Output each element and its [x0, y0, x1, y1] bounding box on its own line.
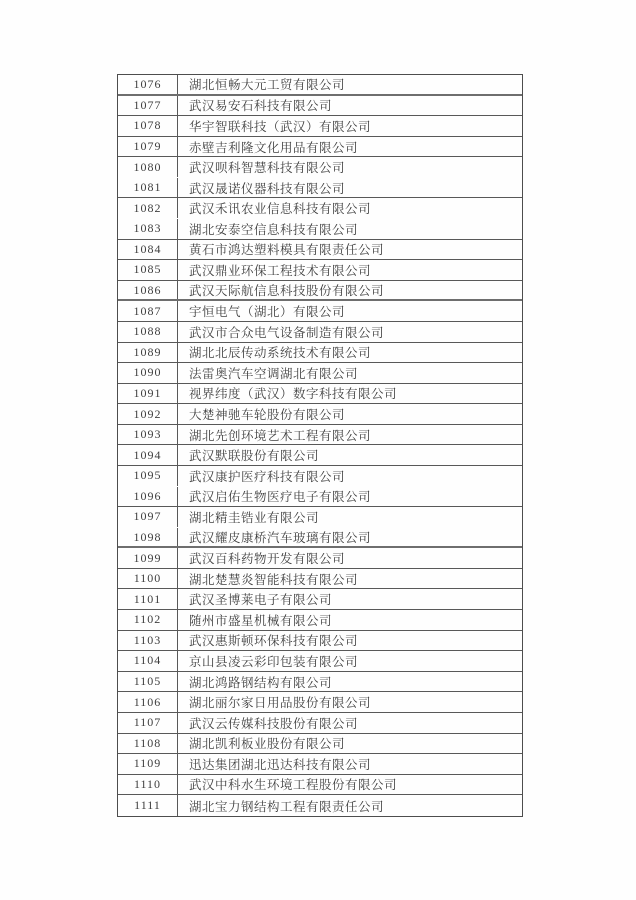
company-name-cell: 武汉启佑生物医疗电子有限公司 [189, 490, 372, 505]
table-row [118, 178, 522, 199]
company-name-cell: 华宇智联科技（武汉）有限公司 [189, 119, 372, 134]
company-name-cell: 黄石市鸿达塑料模具有限责任公司 [189, 243, 385, 258]
company-name-cell: 迅达集团湖北迅达科技有限公司 [189, 757, 372, 772]
company-name-cell: 武汉易安石科技有限公司 [189, 99, 333, 114]
table-row [118, 507, 522, 528]
row-index-cell: 1098 [118, 528, 178, 547]
table-row [118, 692, 522, 713]
row-index-cell: 1102 [118, 610, 178, 630]
company-name-cell: 武汉康护医疗科技有限公司 [189, 469, 346, 484]
table-row [118, 384, 522, 405]
row-index-cell: 1105 [118, 672, 178, 692]
row-index-cell: 1090 [118, 363, 178, 383]
row-index-cell: 1104 [118, 651, 178, 671]
company-name-cell: 湖北凯利板业股份有限公司 [189, 737, 346, 752]
table-row [118, 734, 522, 755]
row-index-cell: 1107 [118, 713, 178, 733]
row-index-cell: 1085 [118, 260, 178, 280]
company-name-cell: 湖北鸿路钢结构有限公司 [189, 675, 333, 690]
company-name-cell: 随州市盛星机械有限公司 [189, 613, 333, 628]
table-row [118, 569, 522, 590]
table-row [118, 301, 522, 322]
row-index-cell: 1082 [118, 198, 178, 218]
table-row [118, 281, 522, 302]
company-name-cell: 视界纬度（武汉）数字科技有限公司 [189, 387, 398, 402]
company-name-cell: 武汉云传媒科技股份有限公司 [189, 716, 359, 731]
row-index-cell: 1094 [118, 445, 178, 465]
table-row [118, 116, 522, 137]
company-name-cell: 武汉鼎业环保工程技术有限公司 [189, 263, 372, 278]
company-name-cell: 武汉晟诺仪器科技有限公司 [189, 181, 346, 196]
row-index-cell: 1101 [118, 589, 178, 609]
table-row [118, 75, 522, 96]
company-name-cell: 武汉耀皮康桥汽车玻璃有限公司 [189, 531, 372, 545]
company-name-cell: 武汉百科药物开发有限公司 [189, 552, 346, 567]
company-name-cell: 湖北恒畅大元工贸有限公司 [189, 78, 346, 93]
company-name-cell: 武汉惠斯顿环保科技有限公司 [189, 634, 359, 649]
table-row [118, 137, 522, 158]
company-name-cell: 武汉市合众电气设备制造有限公司 [189, 325, 385, 340]
table-row [118, 198, 522, 219]
table-row [118, 610, 522, 631]
company-name-cell: 京山县凌云彩印包装有限公司 [189, 654, 359, 669]
company-name-cell: 湖北楚慧炎智能科技有限公司 [189, 572, 359, 587]
table-row [118, 219, 522, 240]
row-index-cell: 1078 [118, 116, 178, 136]
row-index-cell: 1080 [118, 157, 178, 177]
row-index-cell: 1081 [118, 178, 178, 198]
company-name-cell: 武汉默联股份有限公司 [189, 449, 320, 464]
table-row [118, 404, 522, 425]
company-name-cell: 法雷奥汽车空调湖北有限公司 [189, 366, 359, 381]
row-index-cell: 1086 [118, 281, 178, 300]
table-row [118, 322, 522, 343]
company-name-cell: 武汉中科水生环境工程股份有限公司 [189, 778, 398, 793]
row-index-cell: 1110 [118, 775, 178, 795]
row-index-cell: 1109 [118, 754, 178, 774]
company-name-cell: 湖北安泰空信息科技有限公司 [189, 222, 359, 237]
table-row [118, 651, 522, 672]
table-row [118, 343, 522, 364]
company-name-cell: 湖北宝力钢结构工程有限责任公司 [189, 799, 385, 814]
row-index-cell: 1083 [118, 219, 178, 239]
table-row [118, 548, 522, 569]
table-row [118, 775, 522, 796]
table-row [118, 466, 522, 487]
company-name-cell: 武汉圣博莱电子有限公司 [189, 593, 333, 608]
table-row [118, 754, 522, 775]
company-name-cell: 宇恒电气（湖北）有限公司 [189, 305, 346, 320]
company-table [117, 74, 523, 817]
table-row [118, 157, 522, 178]
row-index-cell: 1096 [118, 487, 178, 507]
row-index-cell: 1111 [118, 795, 178, 816]
table-row [118, 795, 522, 816]
row-index-cell: 1097 [118, 507, 178, 527]
company-name-cell: 武汉呗科智慧科技有限公司 [189, 161, 346, 176]
table-row [118, 713, 522, 734]
row-index-cell: 1103 [118, 631, 178, 651]
table-row [118, 631, 522, 652]
row-index-cell: 1099 [118, 548, 178, 568]
row-index-cell: 1089 [118, 343, 178, 363]
row-index-cell: 1095 [118, 466, 178, 486]
table-row [118, 260, 522, 281]
company-name-cell: 湖北精圭锆业有限公司 [189, 510, 320, 525]
table-row [118, 672, 522, 693]
row-index-cell: 1106 [118, 692, 178, 712]
row-index-cell: 1084 [118, 240, 178, 260]
company-name-cell: 武汉禾讯农业信息科技有限公司 [189, 202, 372, 217]
table-row [118, 240, 522, 261]
company-name-cell: 武汉天际航信息科技股份有限公司 [189, 284, 385, 299]
row-index-cell: 1079 [118, 137, 178, 157]
company-name-cell: 大楚神驰车轮股份有限公司 [189, 408, 346, 423]
company-name-cell: 湖北先创环境艺术工程有限公司 [189, 428, 372, 443]
table-row [118, 445, 522, 466]
row-index-cell: 1087 [118, 301, 178, 321]
row-index-cell: 1088 [118, 322, 178, 342]
table-row [118, 425, 522, 446]
table-row [118, 96, 522, 117]
table-row [118, 487, 522, 508]
row-index-cell: 1108 [118, 734, 178, 754]
company-name-cell: 湖北丽尔家日用品股份有限公司 [189, 696, 372, 711]
row-index-cell: 1093 [118, 425, 178, 445]
table-row [118, 363, 522, 384]
company-name-cell: 湖北北辰传动系统技术有限公司 [189, 346, 372, 361]
row-index-cell: 1077 [118, 96, 178, 116]
table-row [118, 528, 522, 549]
table-row [118, 589, 522, 610]
row-index-cell: 1092 [118, 404, 178, 424]
row-index-cell: 1100 [118, 569, 178, 589]
row-index-cell: 1091 [118, 384, 178, 404]
company-name-cell: 赤壁吉利隆文化用品有限公司 [189, 140, 359, 155]
row-index-cell: 1076 [118, 75, 178, 94]
